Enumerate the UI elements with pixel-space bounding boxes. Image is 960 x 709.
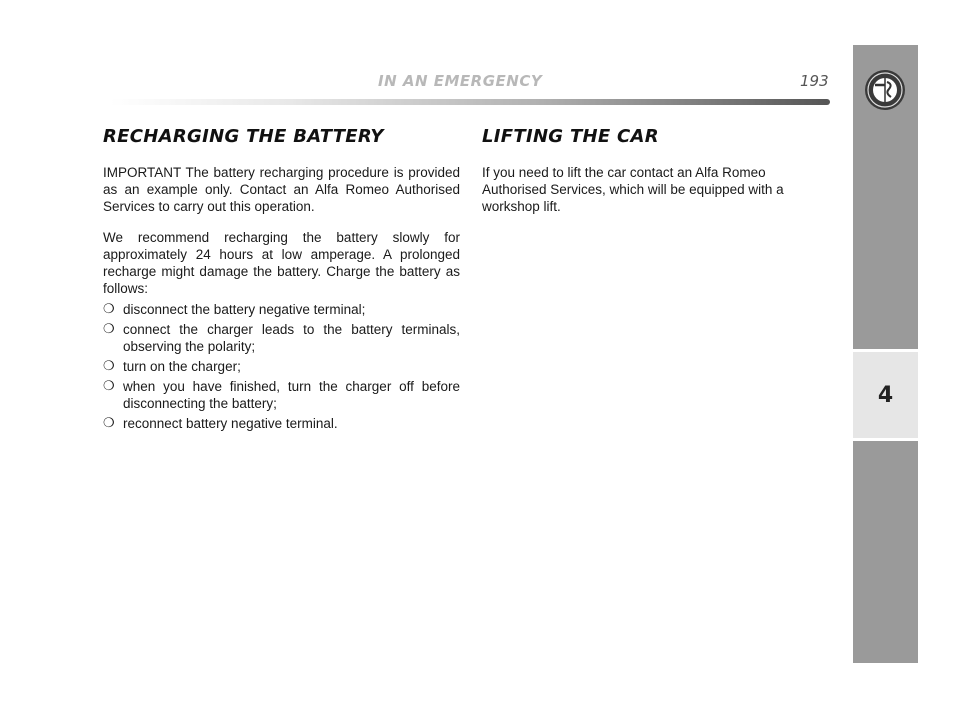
list-item: ❍ when you have finished, turn the charger off before disconnecting the battery;	[103, 379, 460, 411]
lifting-title: LIFTING THE CAR	[482, 126, 659, 147]
bullet-circle-icon: ❍	[103, 416, 115, 431]
section-title: IN AN EMERGENCY	[378, 72, 543, 90]
bullet-circle-icon: ❍	[103, 322, 115, 337]
list-item: ❍ turn on the charger;	[103, 359, 241, 374]
chapter-number: 4	[877, 382, 894, 408]
chapter-tab	[853, 352, 918, 438]
chapter-sidebar	[853, 45, 918, 663]
alfa-romeo-badge-icon	[864, 69, 906, 111]
page-number: 193	[800, 72, 829, 90]
list-item: ❍ disconnect the battery negative terminal;	[103, 302, 366, 317]
list-item: ❍ reconnect battery negative terminal.	[103, 416, 338, 431]
recharging-intro: We recommend recharging the battery slowly for approximately 24 hours at low amperage. A prolonged recharge might damage the battery. Charge the battery as follows:	[103, 230, 460, 296]
recharging-section	[103, 126, 460, 435]
list-item: ❍ connect the charger leads to the battery terminals, observing the polarity;	[103, 322, 460, 354]
bullet-circle-icon: ❍	[103, 302, 115, 317]
lifting-body: If you need to lift the car contact an Alfa Romeo Authorised Services, which will be equipped with a workshop lift.	[482, 165, 784, 214]
bullet-circle-icon: ❍	[103, 359, 115, 374]
recharging-title: RECHARGING THE BATTERY	[103, 126, 384, 147]
sidebar-top-band	[853, 45, 918, 349]
recharging-steps	[103, 301, 460, 432]
lifting-section	[482, 126, 830, 229]
bullet-circle-icon: ❍	[103, 379, 115, 394]
sidebar-bottom-band	[853, 441, 918, 663]
header-rule	[110, 99, 830, 105]
important-note: IMPORTANT The battery recharging procedure is provided as an example only. Contact an Alfa Romeo Authorised Services to carry out this operation.	[103, 165, 460, 214]
